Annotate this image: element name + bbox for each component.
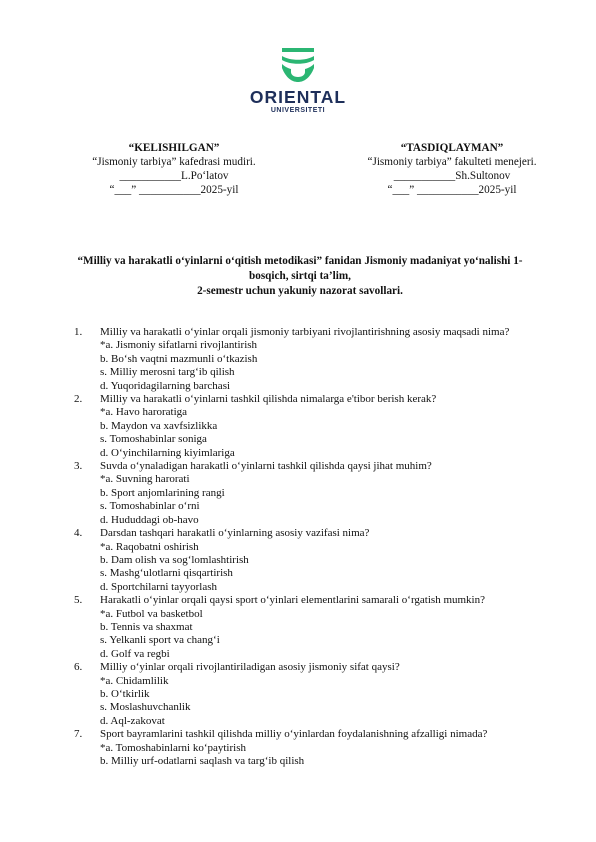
answer-option: b. Bo‘sh vaqtni mazmunli o‘tkazish bbox=[100, 352, 258, 365]
question-item bbox=[0, 527, 596, 594]
answer-option: s. Milliy merosni targ‘ib qilish bbox=[100, 366, 235, 379]
answer-option: b. Tennis va shaxmat bbox=[100, 620, 193, 633]
question-list bbox=[0, 326, 596, 768]
brand-subtitle: UNIVERSITETI bbox=[270, 107, 326, 114]
answer-option: d. Aql-zakovat bbox=[100, 714, 165, 727]
answer-option: *a. Futbol va basketbol bbox=[100, 607, 203, 620]
brand-name: ORIENTAL bbox=[249, 87, 347, 107]
answer-option: b. Maydon va xavfsizlikka bbox=[100, 419, 218, 432]
question-number: 4. bbox=[74, 527, 83, 540]
question-text: Milliy o‘yinlar orqali rivojlantiriladigan asosiy jismoniy sifat qaysi? bbox=[100, 661, 400, 674]
approval-right-block bbox=[342, 141, 562, 197]
answer-option: s. Tomoshabinlar soniga bbox=[100, 433, 207, 446]
approval-left-date: “___” ___________2025-yil bbox=[109, 184, 239, 196]
question-text: Suvda o‘ynaladigan harakatli o‘yinlarni tashkil qilishda qaysi jihat muhim? bbox=[100, 460, 432, 473]
title-line-3: 2-semestr uchun yakuniy nazorat savollari. bbox=[197, 285, 403, 297]
question-number: 5. bbox=[74, 594, 83, 607]
title-line-1: “Milliy va harakatli o‘yinlarni o‘qitish metodikasi” fanidan Jismoniy madaniyat yo‘nalishi 1- bbox=[77, 255, 523, 267]
question-text: Milliy va harakatli o‘yinlar orqali jismoniy tarbiyani rivojlantirishning asosiy maqsadi nima? bbox=[100, 326, 510, 338]
question-number: 7. bbox=[74, 728, 83, 741]
question-item bbox=[0, 393, 596, 460]
answer-option: d. Yuqoridagilarning barchasi bbox=[100, 379, 231, 392]
approval-left-position: “Jismoniy tarbiya” kafedrasi mudiri. bbox=[92, 156, 256, 168]
approval-right-position: “Jismoniy tarbiya” fakulteti menejeri. bbox=[367, 156, 537, 168]
answer-option: *a. Jismoniy sifatlarni rivojlantirish bbox=[100, 339, 258, 352]
answer-option: s. Tomoshabinlar o‘rni bbox=[100, 500, 200, 513]
answer-option: b. Dam olish va sog‘lomlashtirish bbox=[100, 553, 249, 566]
question-text: Harakatli o‘yinlar orqali qaysi sport o‘yinlari elementlarini samarali o‘rgatish mumkin? bbox=[100, 594, 485, 607]
answer-option: *a. Suvning harorati bbox=[100, 473, 190, 486]
university-logo bbox=[0, 44, 596, 115]
answer-option: *a. Chidamlilik bbox=[100, 674, 169, 687]
question-number: 1. bbox=[74, 326, 83, 338]
approval-right-heading: “TASDIQLAYMAN” bbox=[400, 142, 504, 154]
question-item bbox=[0, 594, 596, 661]
approval-left-block bbox=[64, 141, 284, 197]
answer-option: b. Milliy urf-odatlarni saqlash va targ‘ib qilish bbox=[100, 755, 305, 767]
question-text: Milliy va harakatli o‘yinlarni tashkil qilishda nimalarga e'tibor berish kerak? bbox=[100, 393, 437, 406]
question-number: 2. bbox=[74, 393, 83, 406]
question-item bbox=[0, 661, 596, 728]
answer-option: d. O‘yinchilarning kiyimlariga bbox=[100, 446, 235, 459]
title-line-2: bosqich, sirtqi ta’lim, bbox=[249, 270, 351, 282]
oriental-shield-icon bbox=[278, 44, 318, 84]
approval-left-signature: ___________L.Po‘latov bbox=[119, 170, 229, 182]
approval-right-date: “___” ___________2025-yil bbox=[387, 184, 517, 196]
answer-option: b. O‘tkirlik bbox=[100, 687, 150, 700]
approval-right-signature: ___________Sh.Sultonov bbox=[393, 170, 511, 182]
answer-option: b. Sport anjomlarining rangi bbox=[100, 486, 225, 499]
answer-option: d. Golf va regbi bbox=[100, 647, 170, 660]
answer-option: d. Hududdagi ob-havo bbox=[100, 513, 199, 526]
question-text: Darsdan tashqari harakatli o‘yinlarning asosiy vazifasi nima? bbox=[100, 527, 370, 540]
answer-option: *a. Tomoshabinlarni ko‘paytirish bbox=[100, 741, 246, 754]
question-item bbox=[0, 326, 596, 393]
question-number: 6. bbox=[74, 661, 83, 674]
answer-option: s. Mashg‘ulotlarni qisqartirish bbox=[100, 567, 233, 580]
answer-option: s. Yelkanli sport va chang‘i bbox=[100, 634, 220, 647]
question-number: 3. bbox=[74, 460, 83, 473]
answer-option: *a. Raqobatni oshirish bbox=[100, 540, 199, 553]
answer-option: d. Sportchilarni tayyorlash bbox=[100, 580, 218, 593]
document-title bbox=[58, 254, 542, 299]
question-text: Sport bayramlarini tashkil qilishda milliy o‘yinlardan foydalanishning afzalligi nimada? bbox=[100, 728, 488, 741]
answer-option: s. Moslashuvchanlik bbox=[100, 701, 191, 714]
question-item bbox=[0, 728, 596, 768]
approval-left-heading: “KELISHILGAN” bbox=[128, 142, 220, 154]
answer-option: *a. Havo haroratiga bbox=[100, 406, 188, 419]
question-item bbox=[0, 460, 596, 527]
